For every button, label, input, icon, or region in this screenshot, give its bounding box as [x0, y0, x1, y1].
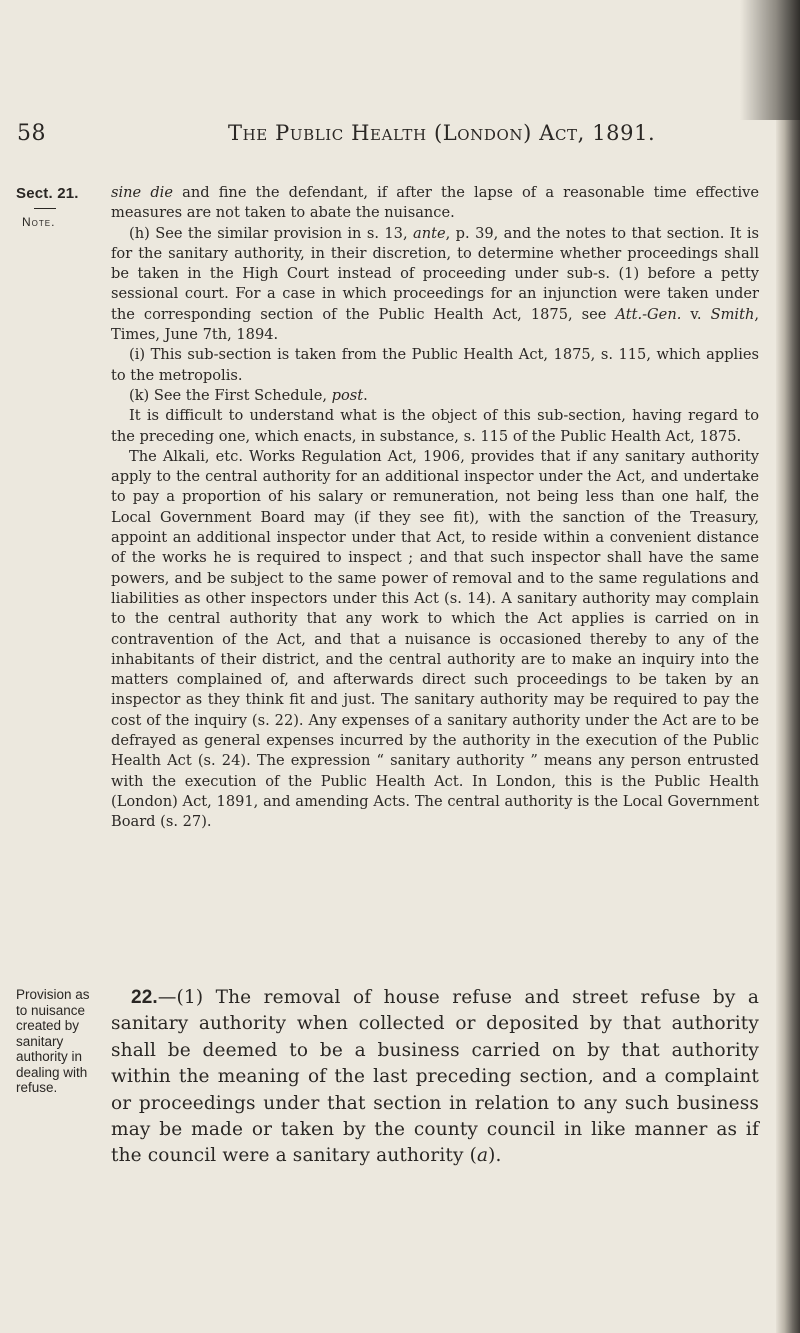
notes-block — [111, 183, 759, 833]
note-marker: (k) — [129, 386, 150, 404]
note-text: and fine the defendant, if after the lapse of a reasonable time effective measures are not taken to abate the nuisance. — [111, 184, 760, 222]
note-h — [111, 224, 759, 346]
note-paragraph-continuation — [111, 183, 759, 224]
section-label: Sect. 21. — [16, 185, 79, 202]
note-text: This sub-section is taken from the Public Health Act, 1875, s. 115, which applies to the metropolis. — [111, 346, 759, 384]
section-text: —(1) The removal of house refuse and street refuse by a sanitary authority when collected or deposited by that authority shall be deemed to be a business carried on by that authority within the meaning of the last preceding section, and a complaint or proceedings under that section in relation to any such business may be made or taken by the county council in like manner as if the council were a sanitary authority — [111, 987, 759, 1167]
case-name: Smith — [710, 305, 755, 323]
note-italic-term: ante — [413, 224, 446, 242]
footnote-marker: a — [476, 1145, 489, 1167]
running-title: The Public Health (London) Act, 1891. — [228, 121, 656, 145]
note-marker: (h) — [129, 224, 150, 242]
note-italic-term: sine die — [111, 184, 173, 201]
note-text: See the First Schedule, — [149, 386, 332, 404]
note-text: . — [363, 386, 368, 404]
note-paragraph-alkali: The Alkali, etc. Works Regulation Act, 1906, provides that if any sanitary authority apply to the central authority for an additional inspector under the Act, and undertake to pay a proportion of his salary or remuneration, not being less than one half, the Local Government Board may (if they see fit), with the sanction of the Treasury, appoint an additional inspector under that Act, to reside within a convenient distance of the works he is required to inspect ; and that such inspector shall have the same powers, and be subject to the same power of removal and to the same regulations and liabilities as other inspectors under this Act (s. 14). A sanitary authority may complain to the central authority that any work to which the Act applies is carried on in contravention of the Act, and that a nuisance is occasioned thereby to any of the inhabitants of their district, and the central authority are to make an inquiry into the matters complained of, and afterwards direct such proceedings to be taken by an inspector as they think fit and just. The sanitary authority may be required to pay the cost of the inquiry (s. 22). Any expenses of a sanitary authority under the Act are to be defrayed as general expenses incurred by the authority in the execution of the Public Health Act (s. 24). The expression “ sanitary authority ” means any person entrusted with the execution of the Public Health Act. In London, this is the Public Health (London) Act, 1891, and amending Acts. The central authority is the Local Government Board (s. 27). — [111, 447, 759, 831]
note-label: Note. — [22, 215, 56, 229]
note-i — [111, 345, 759, 386]
section-number: 22. — [131, 987, 158, 1008]
note-text: , p. 39, and the notes to that section. It is for the sanitary authority, in their discretion, to determine whether proceedings shall be taken in the High Court instead of proceeding under sub-s. (1) before a petty sessional court. For a case in which proceedings for an injunction were taken under the corresponding section of the Public Health Act, 1875, see — [111, 224, 759, 323]
page-header — [0, 121, 780, 151]
note-marker: (i) — [129, 346, 146, 364]
page-corner-shadow — [740, 0, 800, 120]
section-text: . — [495, 1145, 502, 1167]
side-note: Provision as to nuisance created by sanitary authority in dealing with refuse. — [16, 987, 90, 1095]
section-22-body: 22.—(1) The removal of house refuse and street refuse by a sanitary authority when collected or deposited by that authority shall be deemed to be a business carried on by that authority within the meaning of the last preceding section, and a complaint or proceedings under that section in relation to any such business may be made or taken by the county council in like manner as if the council were a sanitary authority (a). — [111, 987, 759, 1167]
section-dash — [34, 208, 56, 209]
page-edge-shadow — [776, 0, 800, 1333]
case-name: Att.-Gen. — [615, 305, 682, 323]
note-paragraph: It is difficult to understand what is the object of this sub-section, having regard to the preceding one, which enacts, in substance, s. 115 of the Public Health Act, 1875. — [111, 407, 759, 445]
note-italic-term: post — [331, 386, 364, 404]
note-k — [111, 386, 759, 406]
page-number: 58 — [17, 121, 46, 146]
section-22 — [111, 985, 759, 1170]
note-text: , Times, June 7th, 1894. — [111, 305, 759, 344]
note-text: See the similar provision in s. 13, — [149, 224, 414, 242]
note-text: v. — [681, 305, 711, 323]
